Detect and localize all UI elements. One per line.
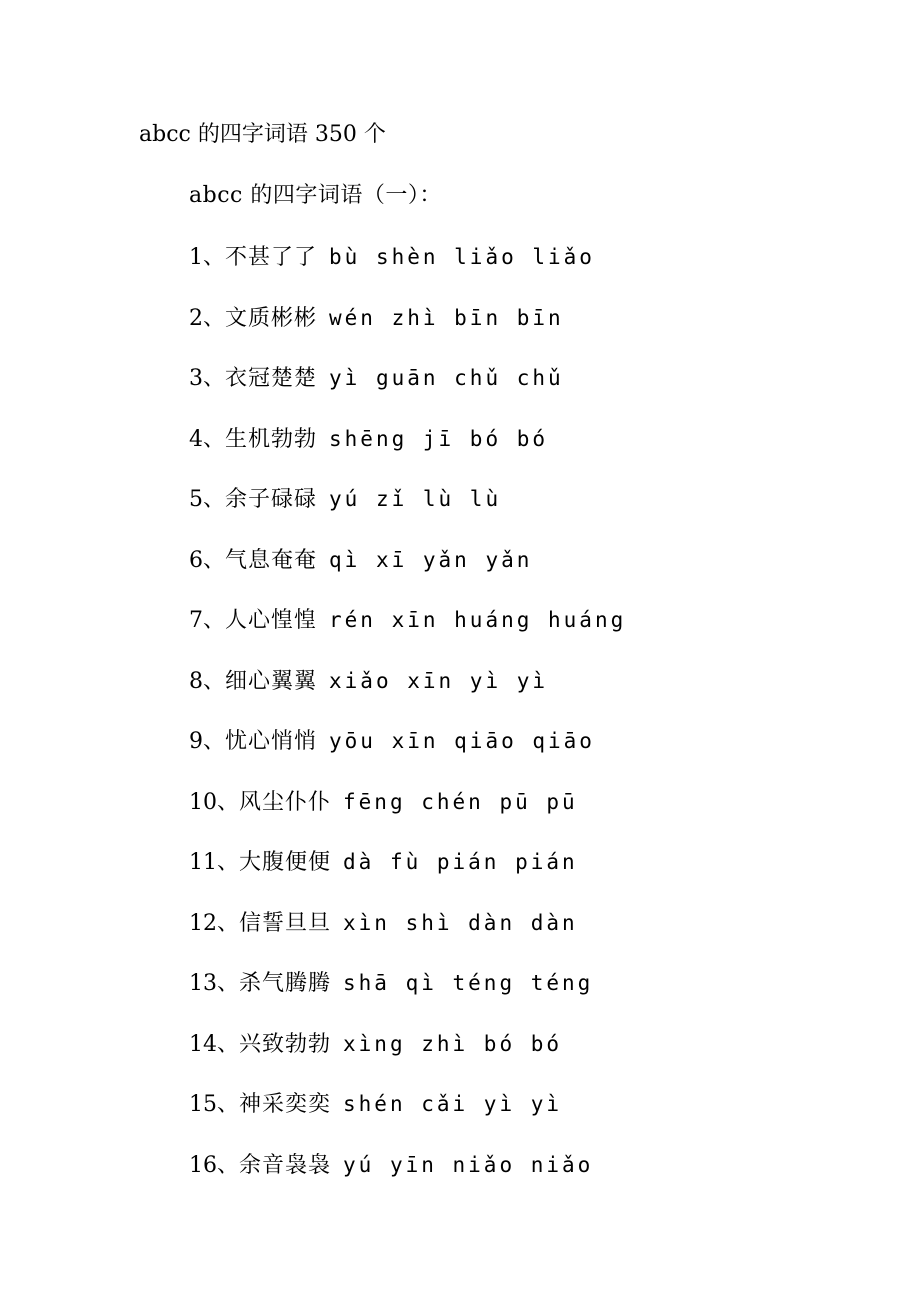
- entry-number: 1、: [189, 245, 225, 270]
- entry-word: 兴致勃勃: [239, 1031, 332, 1057]
- entry-word: 风尘仆仆: [239, 789, 332, 815]
- list-item: [189, 666, 626, 727]
- entry-word: 文质彬彬: [225, 305, 318, 331]
- entry-number: 11、: [189, 850, 239, 875]
- list-item: [189, 787, 626, 848]
- entry-number: 8、: [189, 668, 225, 694]
- list-item: [189, 484, 626, 545]
- list-item: [189, 726, 626, 787]
- document-title: abcc 的四字词语 350 个: [139, 122, 386, 147]
- entry-pinyin: dà fù pián pián: [343, 850, 578, 874]
- entry-word: 余音袅袅: [239, 1152, 332, 1178]
- entry-number: 13、: [189, 971, 239, 996]
- list-item: [189, 363, 626, 424]
- entry-number: 5、: [189, 487, 225, 512]
- entry-word: 信誓旦旦: [239, 910, 332, 936]
- entry-word: 衣冠楚楚: [225, 366, 318, 391]
- entry-pinyin: yú yīn niǎo niǎo: [343, 1152, 594, 1177]
- entry-word: 余子碌碌: [225, 487, 318, 512]
- list-item: [189, 847, 626, 908]
- entry-pinyin: yú zǐ lù lù: [329, 487, 502, 511]
- entry-number: 4、: [189, 426, 225, 452]
- list-item: [189, 545, 626, 606]
- entry-pinyin: rén xīn huáng huáng: [329, 608, 627, 632]
- entry-word: 生机勃勃: [225, 426, 318, 452]
- entry-number: 7、: [189, 608, 225, 633]
- entry-pinyin: yì guān chǔ chǔ: [329, 366, 564, 390]
- entry-word: 气息奄奄: [225, 547, 318, 573]
- entry-word: 大腹便便: [239, 850, 332, 875]
- list-item: [189, 303, 626, 364]
- entry-word: 不甚了了: [225, 245, 318, 270]
- entry-pinyin: fēng chén pū pū: [343, 789, 578, 814]
- entry-number: 9、: [189, 729, 225, 754]
- entry-number: 15、: [189, 1092, 239, 1117]
- list-item: [189, 242, 626, 303]
- entry-pinyin: xìng zhì bó bó: [343, 1031, 563, 1056]
- entry-pinyin: wén zhì bīn bīn: [329, 305, 564, 330]
- entry-pinyin: bù shèn liǎo liǎo: [329, 245, 595, 269]
- list-item: [189, 968, 626, 1029]
- entry-pinyin: yōu xīn qiāo qiāo: [329, 729, 595, 753]
- entry-pinyin: xìn shì dàn dàn: [343, 910, 578, 935]
- entry-number: 2、: [189, 305, 225, 331]
- entry-pinyin: qì xī yǎn yǎn: [329, 547, 533, 572]
- entry-number: 14、: [189, 1031, 239, 1057]
- entry-number: 12、: [189, 910, 239, 936]
- entry-number: 16、: [189, 1152, 239, 1178]
- entry-word: 神采奕奕: [239, 1092, 332, 1117]
- list-item: [189, 605, 626, 666]
- list-item: [189, 1150, 626, 1211]
- entry-word: 杀气腾腾: [239, 971, 332, 996]
- entry-word: 人心惶惶: [225, 608, 318, 633]
- list-item: [189, 1089, 626, 1150]
- entry-word: 细心翼翼: [225, 668, 318, 694]
- list-item: [189, 1029, 626, 1090]
- list-item: [189, 908, 626, 969]
- word-list: [189, 242, 626, 1210]
- entry-word: 忧心悄悄: [225, 729, 318, 754]
- list-item: [189, 424, 626, 485]
- entry-number: 10、: [189, 789, 239, 815]
- entry-pinyin: xiǎo xīn yì yì: [329, 668, 549, 693]
- entry-number: 3、: [189, 366, 225, 391]
- entry-number: 6、: [189, 547, 225, 573]
- entry-pinyin: shén cǎi yì yì: [343, 1092, 563, 1116]
- entry-pinyin: shēng jī bó bó: [329, 426, 549, 451]
- section-heading: abcc 的四字词语（一）：: [189, 183, 442, 208]
- entry-pinyin: shā qì téng téng: [343, 971, 594, 995]
